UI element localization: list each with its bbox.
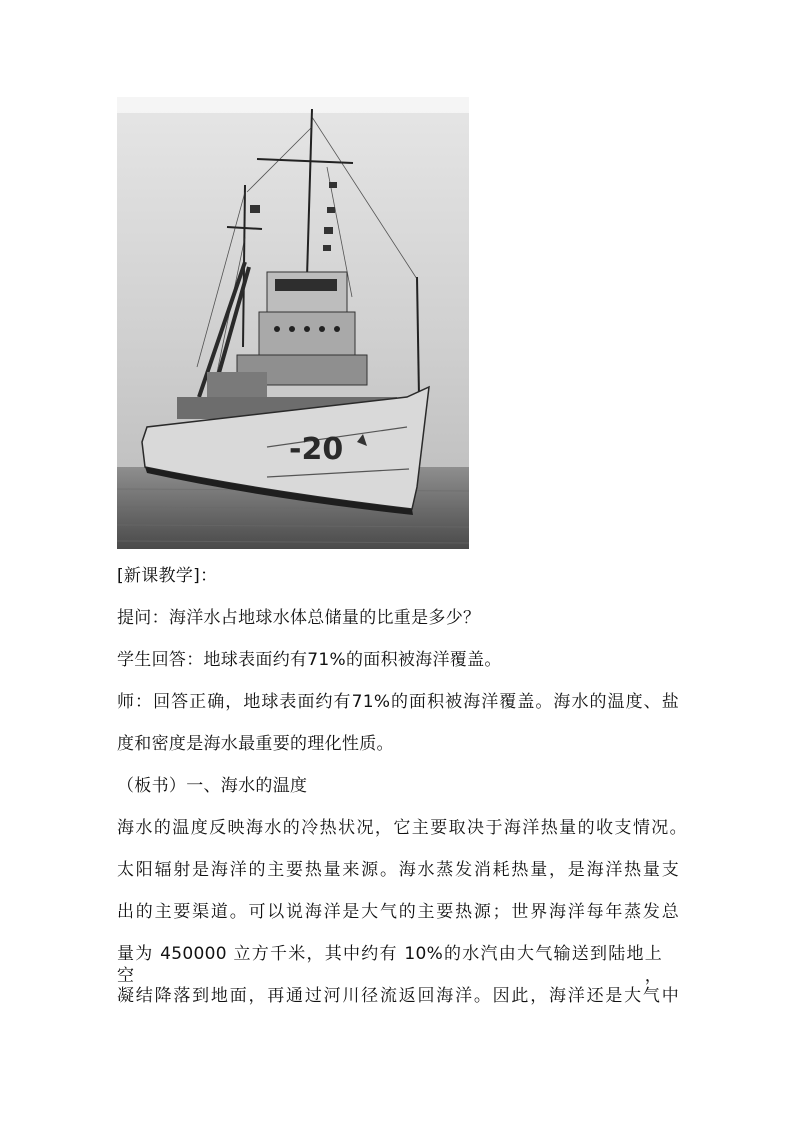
text-line-teacher-1: 师：回答正确，地球表面约有71%的面积被海洋覆盖。海水的温度、盐 — [117, 692, 679, 712]
text-line-paragraph-4: 量为 450000 立方千米，其中约有 10%的水汽由大气输送到陆地上空， — [117, 944, 662, 986]
section-heading: [新课教学]： — [117, 566, 218, 586]
hull-number: -20 — [289, 432, 344, 467]
text-line-question: 提问：海洋水占地球水体总储量的比重是多少？ — [117, 608, 481, 628]
ship-photo — [117, 97, 469, 549]
text-line-paragraph-5: 凝结降落到地面，再通过河川径流返回海洋。因此，海洋还是大气中 — [117, 986, 679, 1006]
text-line-student-answer: 学生回答：地球表面约有71%的面积被海洋覆盖。 — [117, 650, 502, 670]
subheading-sea-temperature: （板书）一、海水的温度 — [117, 776, 308, 796]
text-line-paragraph-3: 出的主要渠道。可以说海洋是大气的主要热源；世界海洋每年蒸发总 — [117, 902, 679, 922]
text-line-paragraph-2: 太阳辐射是海洋的主要热量来源。海水蒸发消耗热量，是海洋热量支 — [117, 860, 679, 880]
text-line-paragraph-1: 海水的温度反映海水的冷热状况，它主要取决于海洋热量的收支情况。 — [117, 818, 687, 838]
text-line-teacher-2: 度和密度是海水最重要的理化性质。 — [117, 734, 394, 754]
